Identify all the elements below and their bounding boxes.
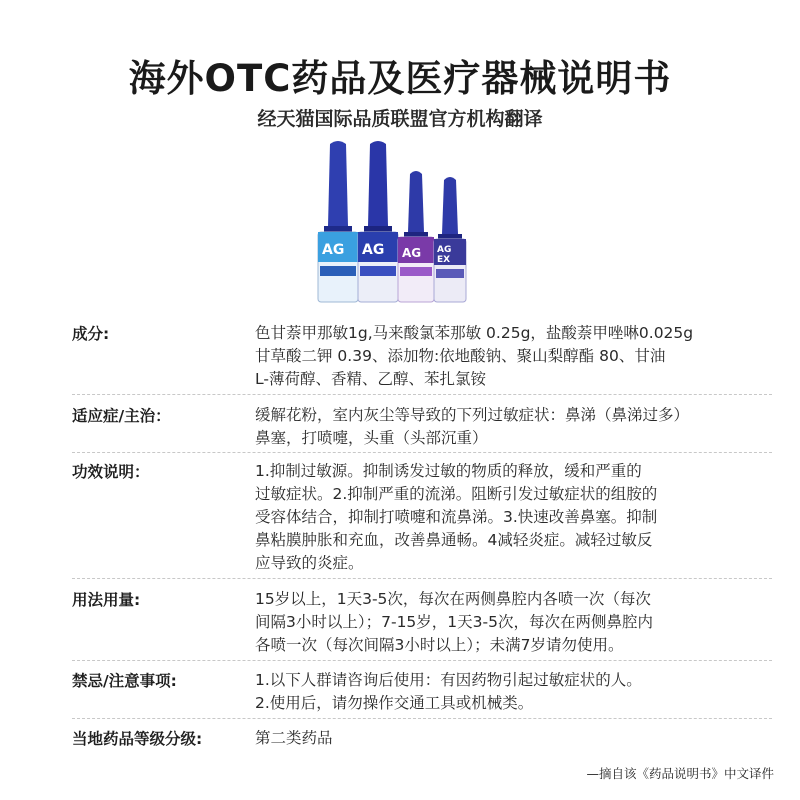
content-line: L-薄荷醇、香精、乙醇、苯扎氯铵	[255, 370, 486, 388]
content-line: 各喷一次（每次间隔3小时以上）；未满7岁请勿使用。	[255, 636, 624, 654]
divider	[72, 452, 772, 453]
content-line: 间隔3小时以上）；7-15岁，1天3-5次，每次在两侧鼻腔内	[255, 613, 653, 631]
section-content	[255, 322, 775, 391]
svg-text:AG: AG	[362, 242, 385, 258]
section-label: 功效说明：	[72, 463, 150, 481]
divider	[72, 394, 772, 395]
content-line: 过敏症状。2.抑制严重的流涕。阻断引发过敏症状的组胺的	[255, 485, 658, 503]
product-image	[300, 136, 500, 308]
page-subtitle: 经天猫国际品质联盟官方机构翻译	[257, 108, 543, 130]
section-label: 禁忌/注意事项:	[72, 672, 177, 690]
content-line: 鼻粘膜肿胀和充血，改善鼻通畅。4减轻炎症。减轻过敏反	[255, 531, 653, 549]
content-line: 鼻塞，打喷嚏，头重（头部沉重）	[255, 429, 488, 447]
section-label: 用法用量:	[72, 591, 141, 609]
content-line: 15岁以上，1天3-5次，每次在两侧鼻腔内各喷一次（每次	[255, 590, 651, 608]
content-line: 应导致的炎症。	[255, 554, 364, 572]
page-title: 海外OTC药品及医疗器械说明书	[128, 57, 672, 100]
content-line: 色甘萘甲那敏1g,马来酸氯苯那敏 0.25g，盐酸萘甲唑啉0.025g	[255, 324, 694, 342]
divider	[72, 718, 772, 719]
svg-text:AG: AG	[402, 246, 422, 260]
divider	[72, 578, 772, 579]
section-content	[255, 727, 775, 750]
section-label: 成分:	[72, 325, 110, 343]
section-content	[255, 404, 775, 450]
content-line: 1.抑制过敏源。抑制诱发过敏的物质的释放，缓和严重的	[255, 462, 642, 480]
svg-text:AG: AG	[322, 242, 345, 258]
svg-text:AG: AG	[437, 245, 452, 255]
section-content	[255, 460, 775, 575]
nasal-spray-bottle	[358, 141, 398, 302]
nasal-spray-bottle	[398, 171, 434, 302]
nasal-spray-bottle	[318, 141, 358, 302]
svg-text:EX: EX	[437, 255, 451, 265]
divider	[72, 660, 772, 661]
content-line: 第二类药品	[255, 729, 333, 747]
content-line: 甘草酸二钾 0.39、添加物:依地酸钠、聚山梨醇酯 80、甘油	[255, 347, 666, 365]
content-line: 1.以下人群请咨询后使用：有因药物引起过敏症状的人。	[255, 671, 642, 689]
section-content	[255, 669, 775, 715]
section-content	[255, 588, 775, 657]
section-label: 当地药品等级分级:	[72, 730, 203, 748]
content-line: 2.使用后，请勿操作交通工具或机械类。	[255, 694, 534, 712]
content-line: 受容体结合，抑制打喷嚏和流鼻涕。3.快速改善鼻塞。抑制	[255, 508, 658, 526]
nasal-spray-bottle	[434, 177, 466, 302]
source-note: —摘自该《药品说明书》中文译件	[586, 766, 774, 781]
content-line: 缓解花粉，室内灰尘等导致的下列过敏症状：鼻涕（鼻涕过多）	[255, 406, 690, 424]
section-label: 适应症/主治：	[72, 407, 171, 425]
